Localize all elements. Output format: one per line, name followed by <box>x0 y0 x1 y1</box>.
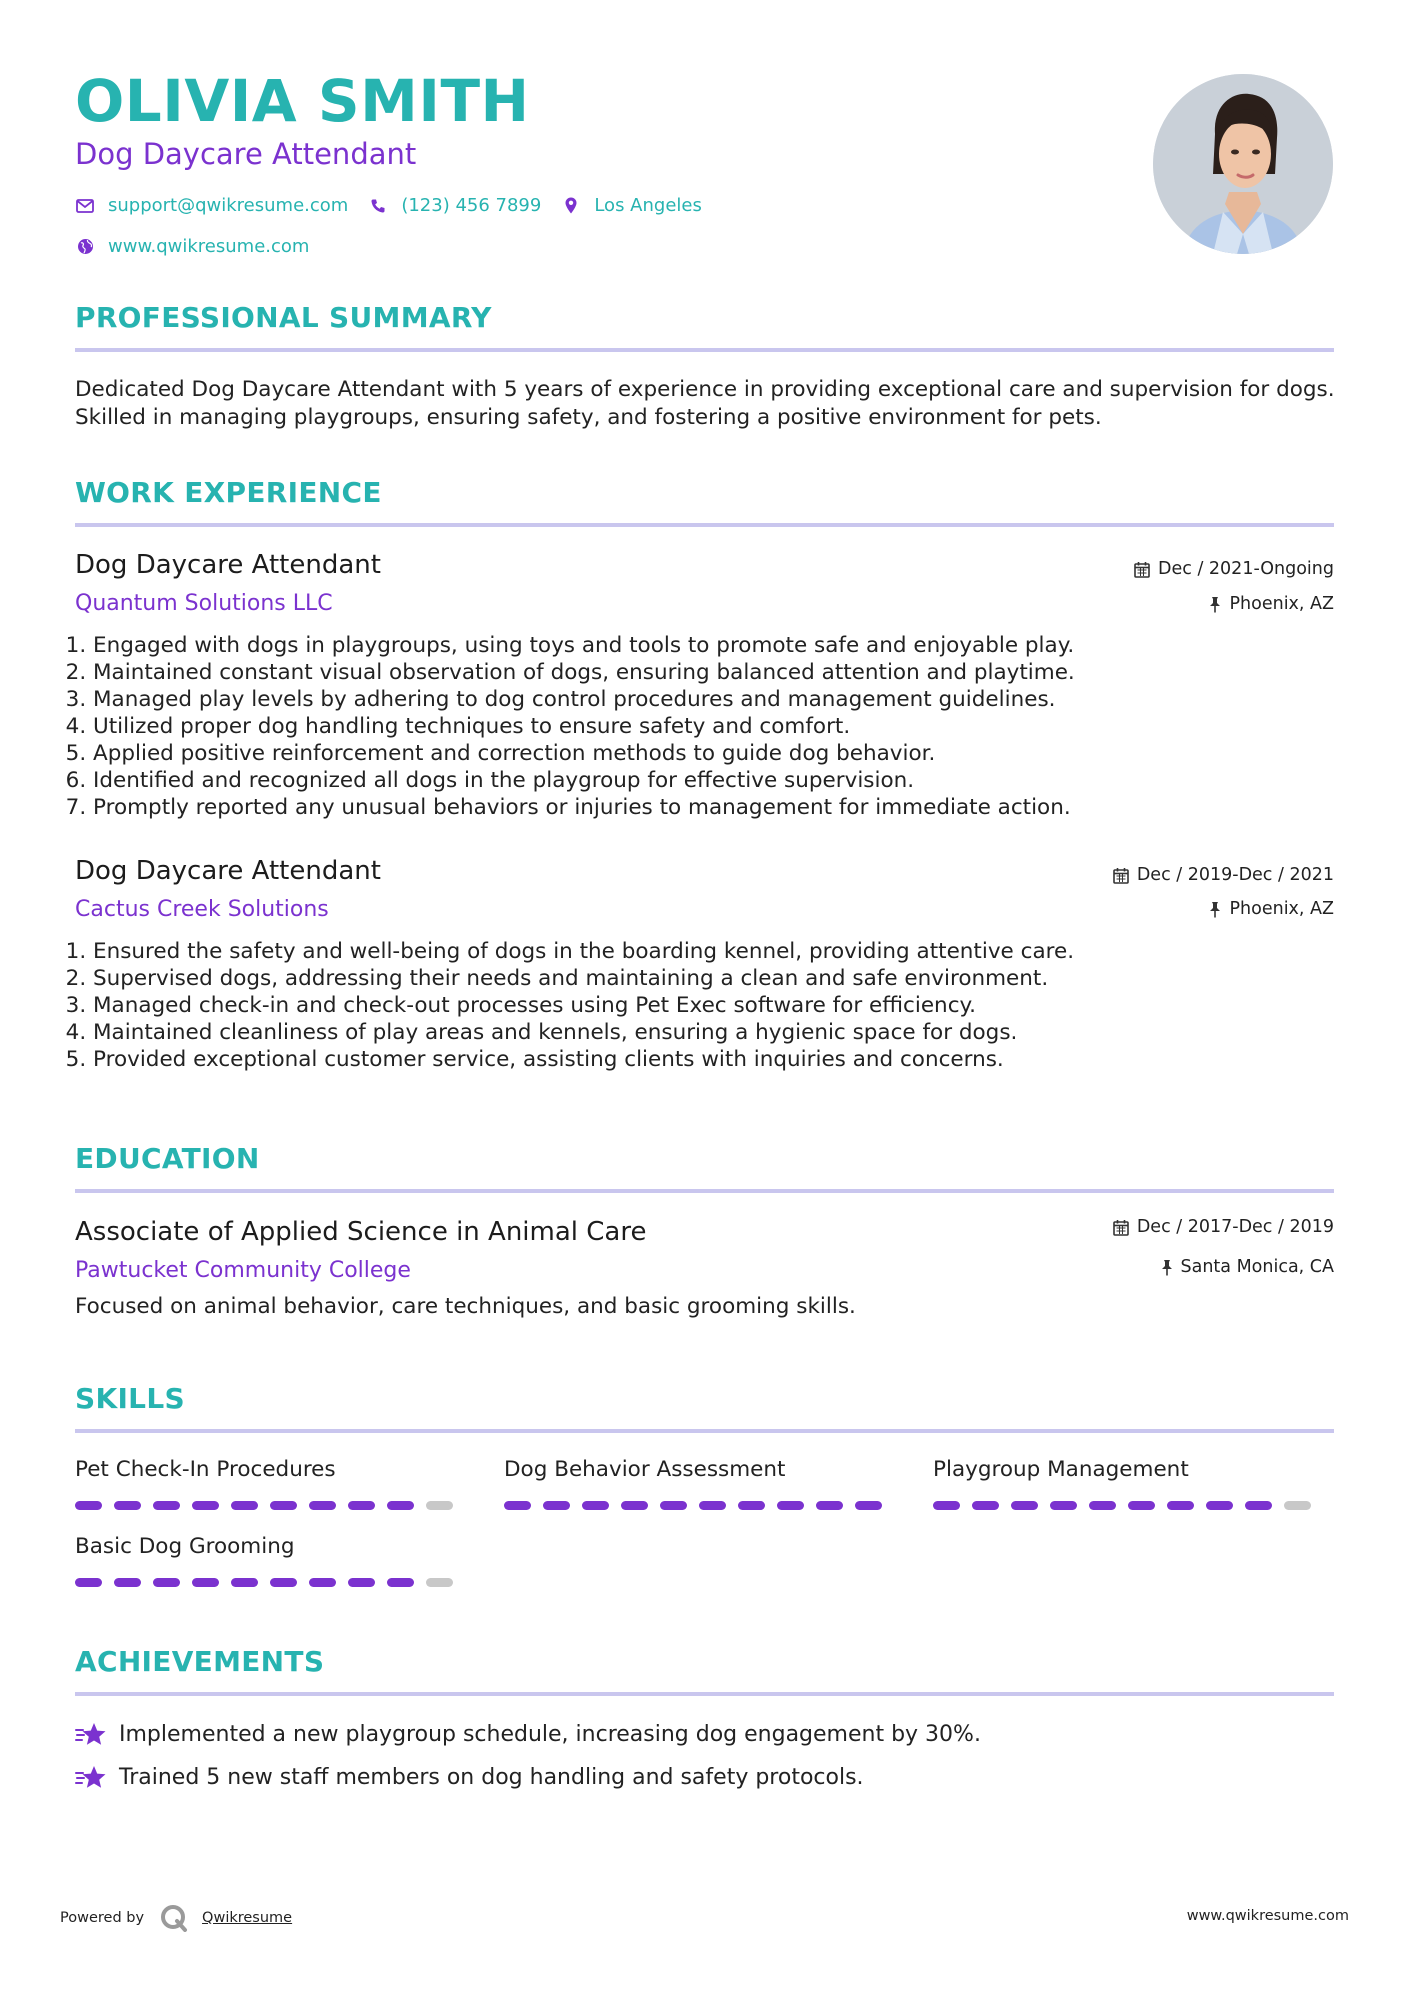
list-item: 2. Supervised dogs, addressing their needs and maintaining a clean and safe environment. <box>93 965 1353 992</box>
star-icon <box>75 1722 107 1748</box>
skill-dash-filled <box>309 1578 336 1587</box>
pushpin-icon <box>1161 1259 1173 1276</box>
skill-item <box>75 1536 455 1558</box>
skill-dash-empty <box>426 1501 453 1510</box>
skill-dash-filled <box>75 1578 102 1587</box>
section-divider <box>75 348 1334 352</box>
list-item: 2. Maintained constant visual observation of dogs, ensuring balanced attention and playtime. <box>93 659 1353 686</box>
skill-dash-filled <box>621 1501 648 1510</box>
skills-heading: SKILLS <box>75 1382 185 1415</box>
skill-dash-filled <box>309 1501 336 1510</box>
list-item: 4. Maintained cleanliness of play areas and kennels, ensuring a hygienic space for dogs. <box>93 1019 1353 1046</box>
skill-dash-empty <box>426 1578 453 1587</box>
skill-dash-filled <box>816 1501 843 1510</box>
calendar-icon <box>1134 561 1150 578</box>
list-item: 1. Ensured the safety and well-being of dogs in the boarding kennel, providing attentive care. <box>93 938 1353 965</box>
job-location <box>1209 901 1334 919</box>
education-dates <box>1113 1219 1334 1237</box>
calendar-icon <box>1113 1219 1129 1236</box>
pushpin-icon <box>1209 596 1221 613</box>
skill-dash-empty <box>1284 1501 1311 1510</box>
qwikresume-link[interactable]: Qwikresume <box>202 1910 293 1926</box>
skill-dash-filled <box>114 1578 141 1587</box>
job-dates-text: Dec / 2021-Ongoing <box>1158 559 1334 579</box>
star-icon <box>75 1765 107 1791</box>
skill-dash-filled <box>387 1578 414 1587</box>
skill-dash-filled <box>231 1501 258 1510</box>
skill-dash-filled <box>1245 1501 1272 1510</box>
skill-dash-filled <box>504 1501 531 1510</box>
skill-level-bar <box>75 1578 465 1587</box>
skill-dash-filled <box>1167 1501 1194 1510</box>
skill-dash-filled <box>114 1501 141 1510</box>
section-divider <box>75 1692 1334 1696</box>
job-title: Dog Daycare Attendant <box>75 856 381 886</box>
skill-level-bar <box>933 1501 1323 1510</box>
globe-icon <box>75 238 95 255</box>
skill-dash-filled <box>192 1578 219 1587</box>
job-dates-text: Dec / 2019-Dec / 2021 <box>1136 865 1334 885</box>
education-location <box>1161 1259 1335 1277</box>
job-dates <box>1113 867 1334 885</box>
list-item: 3. Managed check-in and check-out processes using Pet Exec software for efficiency. <box>93 992 1353 1019</box>
footer-url[interactable]: www.qwikresume.com <box>1186 1908 1349 1924</box>
job-company: Quantum Solutions LLC <box>75 591 333 616</box>
job-title: Dog Daycare Attendant <box>75 550 381 580</box>
skill-dash-filled <box>1011 1501 1038 1510</box>
list-item: 3. Managed play levels by adhering to dog control procedures and management guidelines. <box>93 686 1353 713</box>
skill-dash-filled <box>777 1501 804 1510</box>
skill-dash-filled <box>387 1501 414 1510</box>
skill-dash-filled <box>1050 1501 1077 1510</box>
list-item: 1. Engaged with dogs in playgroups, using toys and tools to promote safe and enjoyable play. <box>93 632 1353 659</box>
achievement-text: Trained 5 new staff members on dog handling and safety protocols. <box>119 1765 864 1790</box>
skill-item <box>75 1459 455 1481</box>
skill-name: Pet Check-In Procedures <box>75 1457 336 1482</box>
section-divider <box>75 1189 1334 1193</box>
contact-website[interactable]: www.qwikresume.com <box>108 236 310 257</box>
avatar <box>1153 74 1333 254</box>
education-location-text: Santa Monica, CA <box>1180 1257 1334 1277</box>
job-location-text: Phoenix, AZ <box>1229 594 1334 614</box>
list-item: 4. Utilized proper dog handling techniques to ensure safety and comfort. <box>93 713 1353 740</box>
contact-phone[interactable]: (123) 456 7899 <box>401 195 542 216</box>
section-divider <box>75 523 1334 527</box>
list-item: 5. Applied positive reinforcement and correction methods to guide dog behavior. <box>93 740 1353 767</box>
skill-dash-filled <box>153 1578 180 1587</box>
calendar-icon <box>1113 867 1129 884</box>
skill-dash-filled <box>543 1501 570 1510</box>
job-bullets <box>55 938 1353 1073</box>
list-item: 5. Provided exceptional customer service, assisting clients with inquiries and concerns. <box>93 1046 1353 1073</box>
summary-heading: PROFESSIONAL SUMMARY <box>75 301 492 334</box>
achievement-item <box>75 1722 981 1748</box>
skill-dash-filled <box>1206 1501 1233 1510</box>
skill-dash-filled <box>660 1501 687 1510</box>
skill-dash-filled <box>972 1501 999 1510</box>
education-heading: EDUCATION <box>75 1142 260 1175</box>
skill-dash-filled <box>1128 1501 1155 1510</box>
achievement-item <box>75 1765 864 1791</box>
map-pin-icon <box>561 197 581 214</box>
envelope-icon <box>75 199 95 213</box>
achievements-heading: ACHIEVEMENTS <box>75 1645 325 1678</box>
pushpin-icon <box>1209 901 1221 918</box>
list-item: 6. Identified and recognized all dogs in the playgroup for effective supervision. <box>93 767 1353 794</box>
education-degree: Associate of Applied Science in Animal Care <box>75 1217 647 1247</box>
contact-row-website <box>75 236 329 257</box>
candidate-title: Dog Daycare Attendant <box>75 137 417 171</box>
qwikresume-logo-icon <box>160 1904 188 1932</box>
skill-dash-filled <box>699 1501 726 1510</box>
skill-dash-filled <box>75 1501 102 1510</box>
education-description: Focused on animal behavior, care techniques, and basic grooming skills. <box>75 1294 856 1319</box>
skill-item <box>504 1459 884 1481</box>
skill-dash-filled <box>231 1578 258 1587</box>
skill-dash-filled <box>1089 1501 1116 1510</box>
skill-dash-filled <box>855 1501 882 1510</box>
candidate-name: OLIVIA SMITH <box>75 67 530 135</box>
contact-row <box>75 195 722 216</box>
phone-icon <box>368 198 388 214</box>
skill-dash-filled <box>270 1578 297 1587</box>
skill-level-bar <box>504 1501 894 1510</box>
skill-item <box>933 1459 1313 1481</box>
skill-dash-filled <box>192 1501 219 1510</box>
job-location-text: Phoenix, AZ <box>1229 899 1334 919</box>
skill-name: Basic Dog Grooming <box>75 1534 295 1559</box>
skill-dash-filled <box>270 1501 297 1510</box>
job-company: Cactus Creek Solutions <box>75 897 329 922</box>
contact-location: Los Angeles <box>594 195 702 216</box>
job-location <box>1209 596 1334 614</box>
list-item: 7. Promptly reported any unusual behaviors or injuries to management for immediate action. <box>93 794 1353 821</box>
experience-heading: WORK EXPERIENCE <box>75 476 382 509</box>
skill-dash-filled <box>348 1501 375 1510</box>
section-divider <box>75 1429 1334 1433</box>
education-school: Pawtucket Community College <box>75 1258 411 1283</box>
achievement-text: Implemented a new playgroup schedule, increasing dog engagement by 30%. <box>119 1722 981 1747</box>
contact-email[interactable]: support@qwikresume.com <box>108 195 349 216</box>
job-dates <box>1134 561 1334 579</box>
skill-level-bar <box>75 1501 465 1510</box>
skill-name: Dog Behavior Assessment <box>504 1457 786 1482</box>
skill-dash-filled <box>933 1501 960 1510</box>
footer-powered-by <box>60 1904 292 1932</box>
skill-name: Playgroup Management <box>933 1457 1189 1482</box>
job-bullets <box>55 632 1353 821</box>
skill-dash-filled <box>348 1578 375 1587</box>
skill-dash-filled <box>153 1501 180 1510</box>
powered-by-label: Powered by <box>60 1910 145 1926</box>
summary-text: Dedicated Dog Daycare Attendant with 5 years of experience in providing exceptional care and supervision for dogs. Skilled in managing playgroups, ensuring safety, and fostering a positive environment for pets. <box>75 377 1335 430</box>
skill-dash-filled <box>738 1501 765 1510</box>
education-dates-text: Dec / 2017-Dec / 2019 <box>1136 1217 1334 1237</box>
skill-dash-filled <box>582 1501 609 1510</box>
